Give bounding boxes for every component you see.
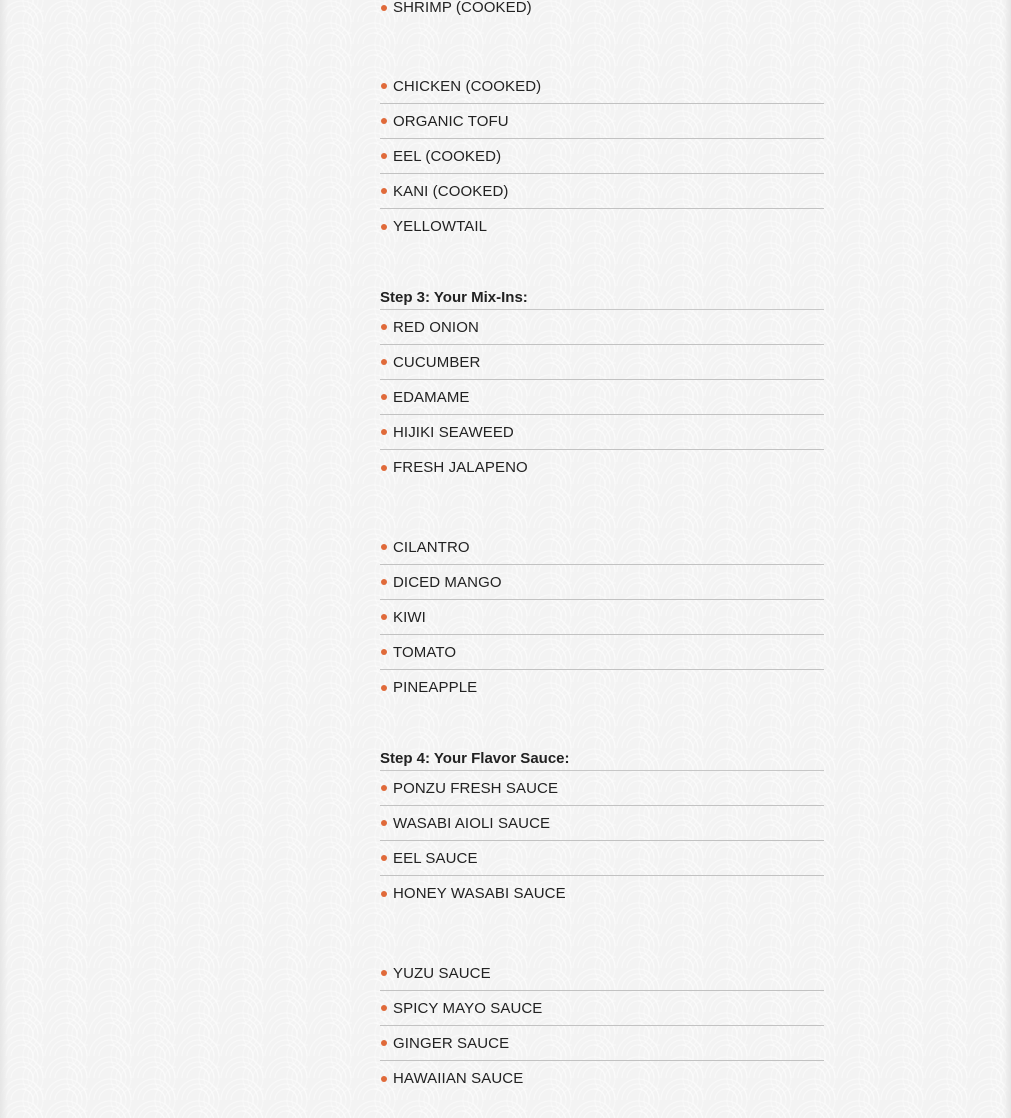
option-label: HAWAIIAN SAUCE	[393, 1070, 524, 1087]
step-4-title: Step 4: Your Flavor Sauce:	[380, 747, 824, 771]
option-label: RED ONION	[393, 318, 479, 336]
option-item[interactable]	[380, 635, 824, 670]
option-label: GINGER SAUCE	[393, 1034, 510, 1052]
option-item[interactable]	[380, 415, 824, 450]
bullet-dot-icon	[381, 359, 387, 365]
right-edge-shadow	[1003, 0, 1011, 1118]
bullet-dot-icon	[381, 544, 387, 550]
mixins-list-more	[380, 530, 824, 705]
option-item[interactable]	[380, 670, 824, 705]
option-item[interactable]	[380, 600, 824, 635]
option-item[interactable]	[380, 956, 824, 991]
option-item[interactable]	[380, 841, 824, 876]
option-label: CUCUMBER	[393, 353, 481, 371]
option-item[interactable]	[380, 174, 824, 209]
bullet-dot-icon	[381, 429, 387, 435]
bullet-dot-icon	[381, 224, 387, 230]
bullet-dot-icon	[381, 188, 387, 194]
bullet-dot-icon	[381, 394, 387, 400]
sauce-list-more	[380, 956, 824, 1096]
bullet-dot-icon	[381, 820, 387, 826]
option-label: TOMATO	[393, 643, 457, 661]
option-item[interactable]	[380, 806, 824, 841]
option-label: HIJIKI SEAWEED	[393, 423, 514, 441]
protein-list-more	[380, 69, 824, 244]
option-label: KIWI	[393, 608, 426, 626]
option-item[interactable]	[380, 104, 824, 139]
option-item[interactable]	[380, 69, 824, 104]
option-item[interactable]	[380, 0, 824, 25]
bullet-dot-icon	[381, 891, 387, 897]
option-label: PONZU FRESH SAUCE	[393, 779, 559, 797]
bullet-dot-icon	[381, 118, 387, 124]
option-label: EEL (COOKED)	[393, 147, 502, 165]
protein-list-continued	[380, 0, 824, 25]
option-item[interactable]	[380, 530, 824, 565]
left-edge-shadow	[0, 0, 8, 1118]
option-label: DICED MANGO	[393, 573, 502, 591]
option-label: WASABI AIOLI SAUCE	[393, 814, 551, 832]
bullet-dot-icon	[381, 579, 387, 585]
option-label: ORGANIC TOFU	[393, 112, 509, 130]
bullet-dot-icon	[381, 785, 387, 791]
option-item[interactable]	[380, 771, 824, 806]
mixins-section	[380, 286, 824, 485]
option-label: YUZU SAUCE	[393, 964, 491, 982]
option-item[interactable]	[380, 139, 824, 174]
option-item[interactable]	[380, 1061, 824, 1096]
step-3-title: Step 3: Your Mix-Ins:	[380, 286, 824, 310]
bullet-dot-icon	[381, 649, 387, 655]
option-item[interactable]	[380, 450, 824, 485]
bullet-dot-icon	[381, 1005, 387, 1011]
option-label: FRESH JALAPENO	[393, 459, 528, 476]
option-item[interactable]	[380, 876, 824, 911]
bullet-dot-icon	[381, 153, 387, 159]
bullet-dot-icon	[381, 465, 387, 471]
bullet-dot-icon	[381, 5, 387, 11]
sauce-section	[380, 747, 824, 911]
bullet-dot-icon	[381, 1040, 387, 1046]
bullet-dot-icon	[381, 685, 387, 691]
option-label: CILANTRO	[393, 538, 470, 556]
option-item[interactable]	[380, 345, 824, 380]
option-label: SHRIMP (COOKED)	[393, 0, 532, 16]
option-label: YELLOWTAIL	[393, 218, 488, 235]
option-label: EEL SAUCE	[393, 849, 478, 867]
bullet-dot-icon	[381, 324, 387, 330]
option-item[interactable]	[380, 991, 824, 1026]
option-label: SPICY MAYO SAUCE	[393, 999, 543, 1017]
option-item[interactable]	[380, 209, 824, 244]
option-label: CHICKEN (COOKED)	[393, 77, 542, 95]
bullet-dot-icon	[381, 970, 387, 976]
option-item[interactable]	[380, 565, 824, 600]
option-label: EDAMAME	[393, 388, 470, 406]
bullet-dot-icon	[381, 855, 387, 861]
option-label: KANI (COOKED)	[393, 182, 509, 200]
option-item[interactable]	[380, 380, 824, 415]
option-label: HONEY WASABI SAUCE	[393, 885, 566, 902]
bullet-dot-icon	[381, 83, 387, 89]
option-item[interactable]	[380, 1026, 824, 1061]
option-item[interactable]	[380, 310, 824, 345]
option-label: PINEAPPLE	[393, 679, 478, 696]
bullet-dot-icon	[381, 1076, 387, 1082]
bullet-dot-icon	[381, 614, 387, 620]
